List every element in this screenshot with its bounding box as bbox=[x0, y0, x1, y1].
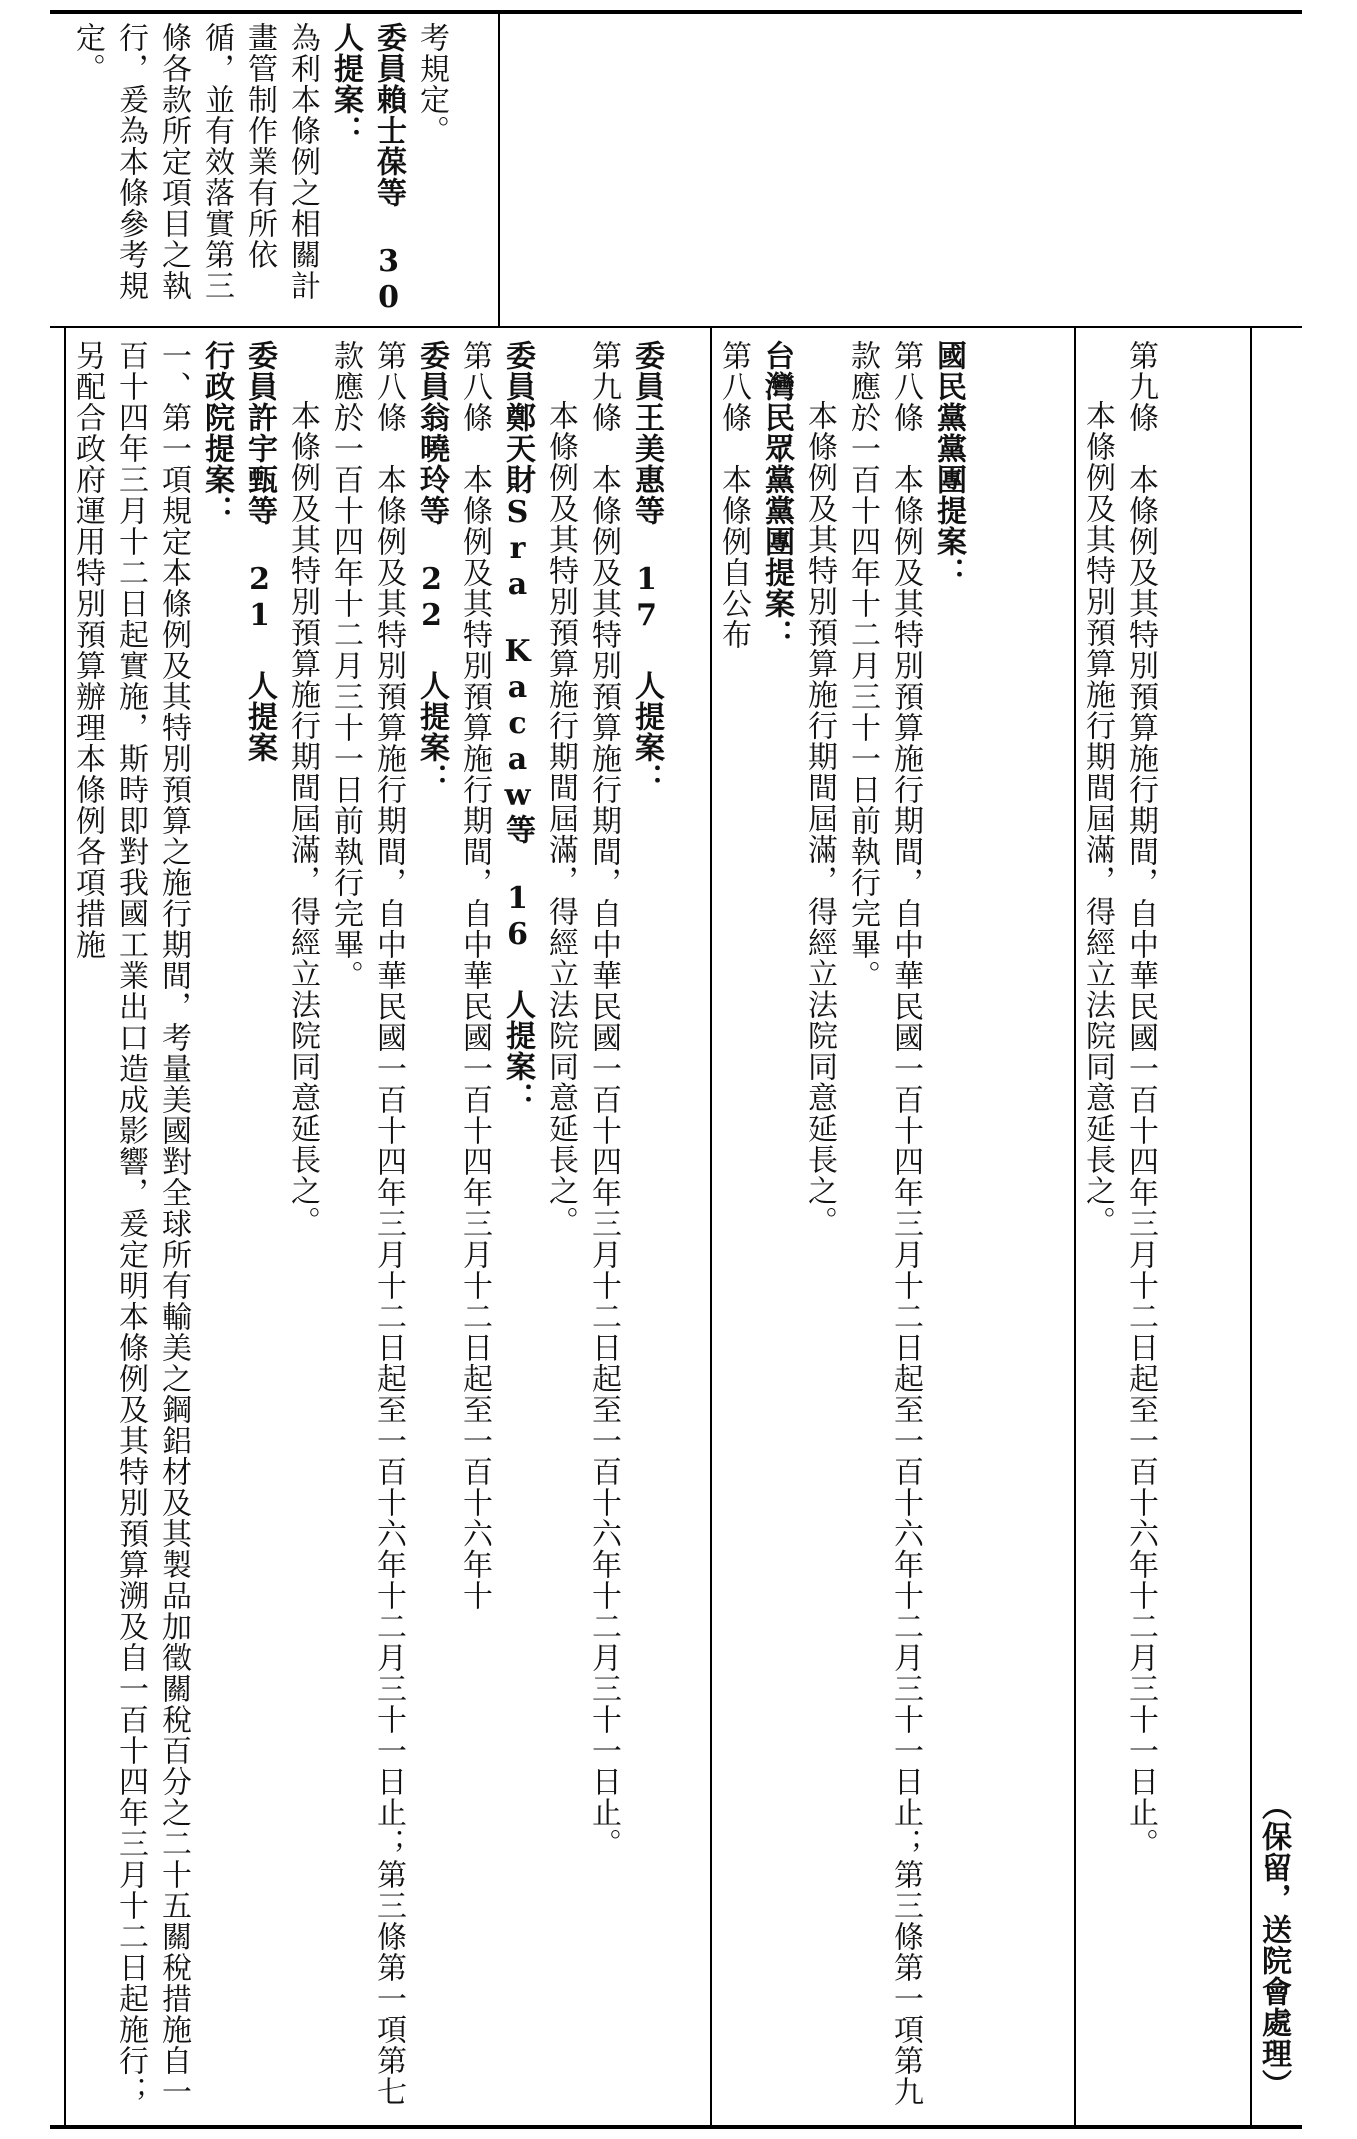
article-text: 第八條 本條例及其特別預算施行期間，自中華民國一百十四年三月十二日起至一百十六年十二月三十一日止；第三條第一項第七款應於一百十四年十二月三十一日前執行完畢。 bbox=[328, 340, 406, 2107]
proposal-heading: 委員鄭天財Sra Kacaw等 16 人提案： bbox=[500, 340, 535, 1113]
top-band-right-cell bbox=[66, 22, 496, 322]
row-3-text bbox=[66, 340, 668, 2120]
text-paragraph: 為利本條例之相關計畫管制作業有所依循，並有效落實第三條各款所定項目之執行，爰為本條參考規定。 bbox=[70, 22, 320, 301]
article-text: 第九條 本條例及其特別預算施行期間，自中華民國一百十四年三月十二日起至一百十六年十二月三十一日止。 bbox=[1123, 340, 1158, 1859]
row-3-bottom-cell bbox=[66, 340, 708, 2120]
row-2-text bbox=[712, 340, 970, 2120]
proposal-heading: 國民黨黨團提案： bbox=[931, 340, 966, 588]
proposal-heading: 委員王美惠等 17 人提案： bbox=[629, 340, 664, 794]
proposal-heading: 行政院提案： bbox=[199, 340, 234, 526]
text-paragraph: 考規定。 bbox=[414, 22, 449, 146]
top-band-text bbox=[66, 22, 453, 322]
proposal-heading: 委員許宇甄等 21 人提案 bbox=[242, 340, 277, 763]
top-band-divider bbox=[498, 12, 500, 327]
article-text: 本條例及其特別預算施行期間屆滿，得經立法院同意延長之。 bbox=[543, 400, 578, 1237]
article-text: 第八條 本條例及其特別預算施行期間，自中華民國一百十四年三月十二日起至一百十六年十 bbox=[457, 340, 492, 1611]
article-text: 本條例及其特別預算施行期間屆滿，得經立法院同意延長之。 bbox=[802, 400, 837, 1237]
article-text: 本條例及其特別預算施行期間屆滿，得經立法院同意延長之。 bbox=[285, 400, 320, 1237]
row-0-text bbox=[1252, 340, 1295, 2120]
proposal-heading: 台灣民眾黨黨團提案： bbox=[759, 340, 794, 650]
row-1-text bbox=[1076, 340, 1162, 2120]
proposal-heading: 委員賴士葆等 30 人提案： bbox=[328, 22, 406, 316]
article-text: 第八條 本條例自公布 bbox=[716, 340, 751, 650]
explanation-text: 一、第一項規定本條例及其特別預算之施行期間，考量美國對全球所有輸美之鋼鋁材及其製品加徵關稅百分之二十五關稅措施自一百十四年三月十二日起實施，斯時即對我國工業出口造成影響，爰定明本條例及其特別預算溯及自一百十四年三月十二日起施行；另配合政府運用特別預算辦理本條例各項措施 bbox=[70, 340, 191, 2107]
article-text: 第八條 本條例及其特別預算施行期間，自中華民國一百十四年三月十二日起至一百十六年十二月三十一日止；第三條第一項第九款應於一百十四年十二月三十一日前執行完畢。 bbox=[845, 340, 923, 2107]
row-0-bottom-cell bbox=[1252, 340, 1302, 2120]
row-1-bottom-cell bbox=[1076, 340, 1248, 2120]
row-2-bottom-cell bbox=[712, 340, 1072, 2120]
table-bottom-border bbox=[50, 2125, 1302, 2129]
article-text: 本條例及其特別預算施行期間屆滿，得經立法院同意延長之。 bbox=[1080, 400, 1115, 1237]
table-middle-divider bbox=[50, 326, 1302, 328]
reserved-note: （保留，送院會處理） bbox=[1256, 1790, 1291, 2100]
proposal-heading: 委員翁曉玲等 22 人提案： bbox=[414, 340, 449, 794]
table-top-border bbox=[50, 10, 1302, 14]
article-text: 第九條 本條例及其特別預算施行期間，自中華民國一百十四年三月十二日起至一百十六年十二月三十一日止。 bbox=[586, 340, 621, 1859]
